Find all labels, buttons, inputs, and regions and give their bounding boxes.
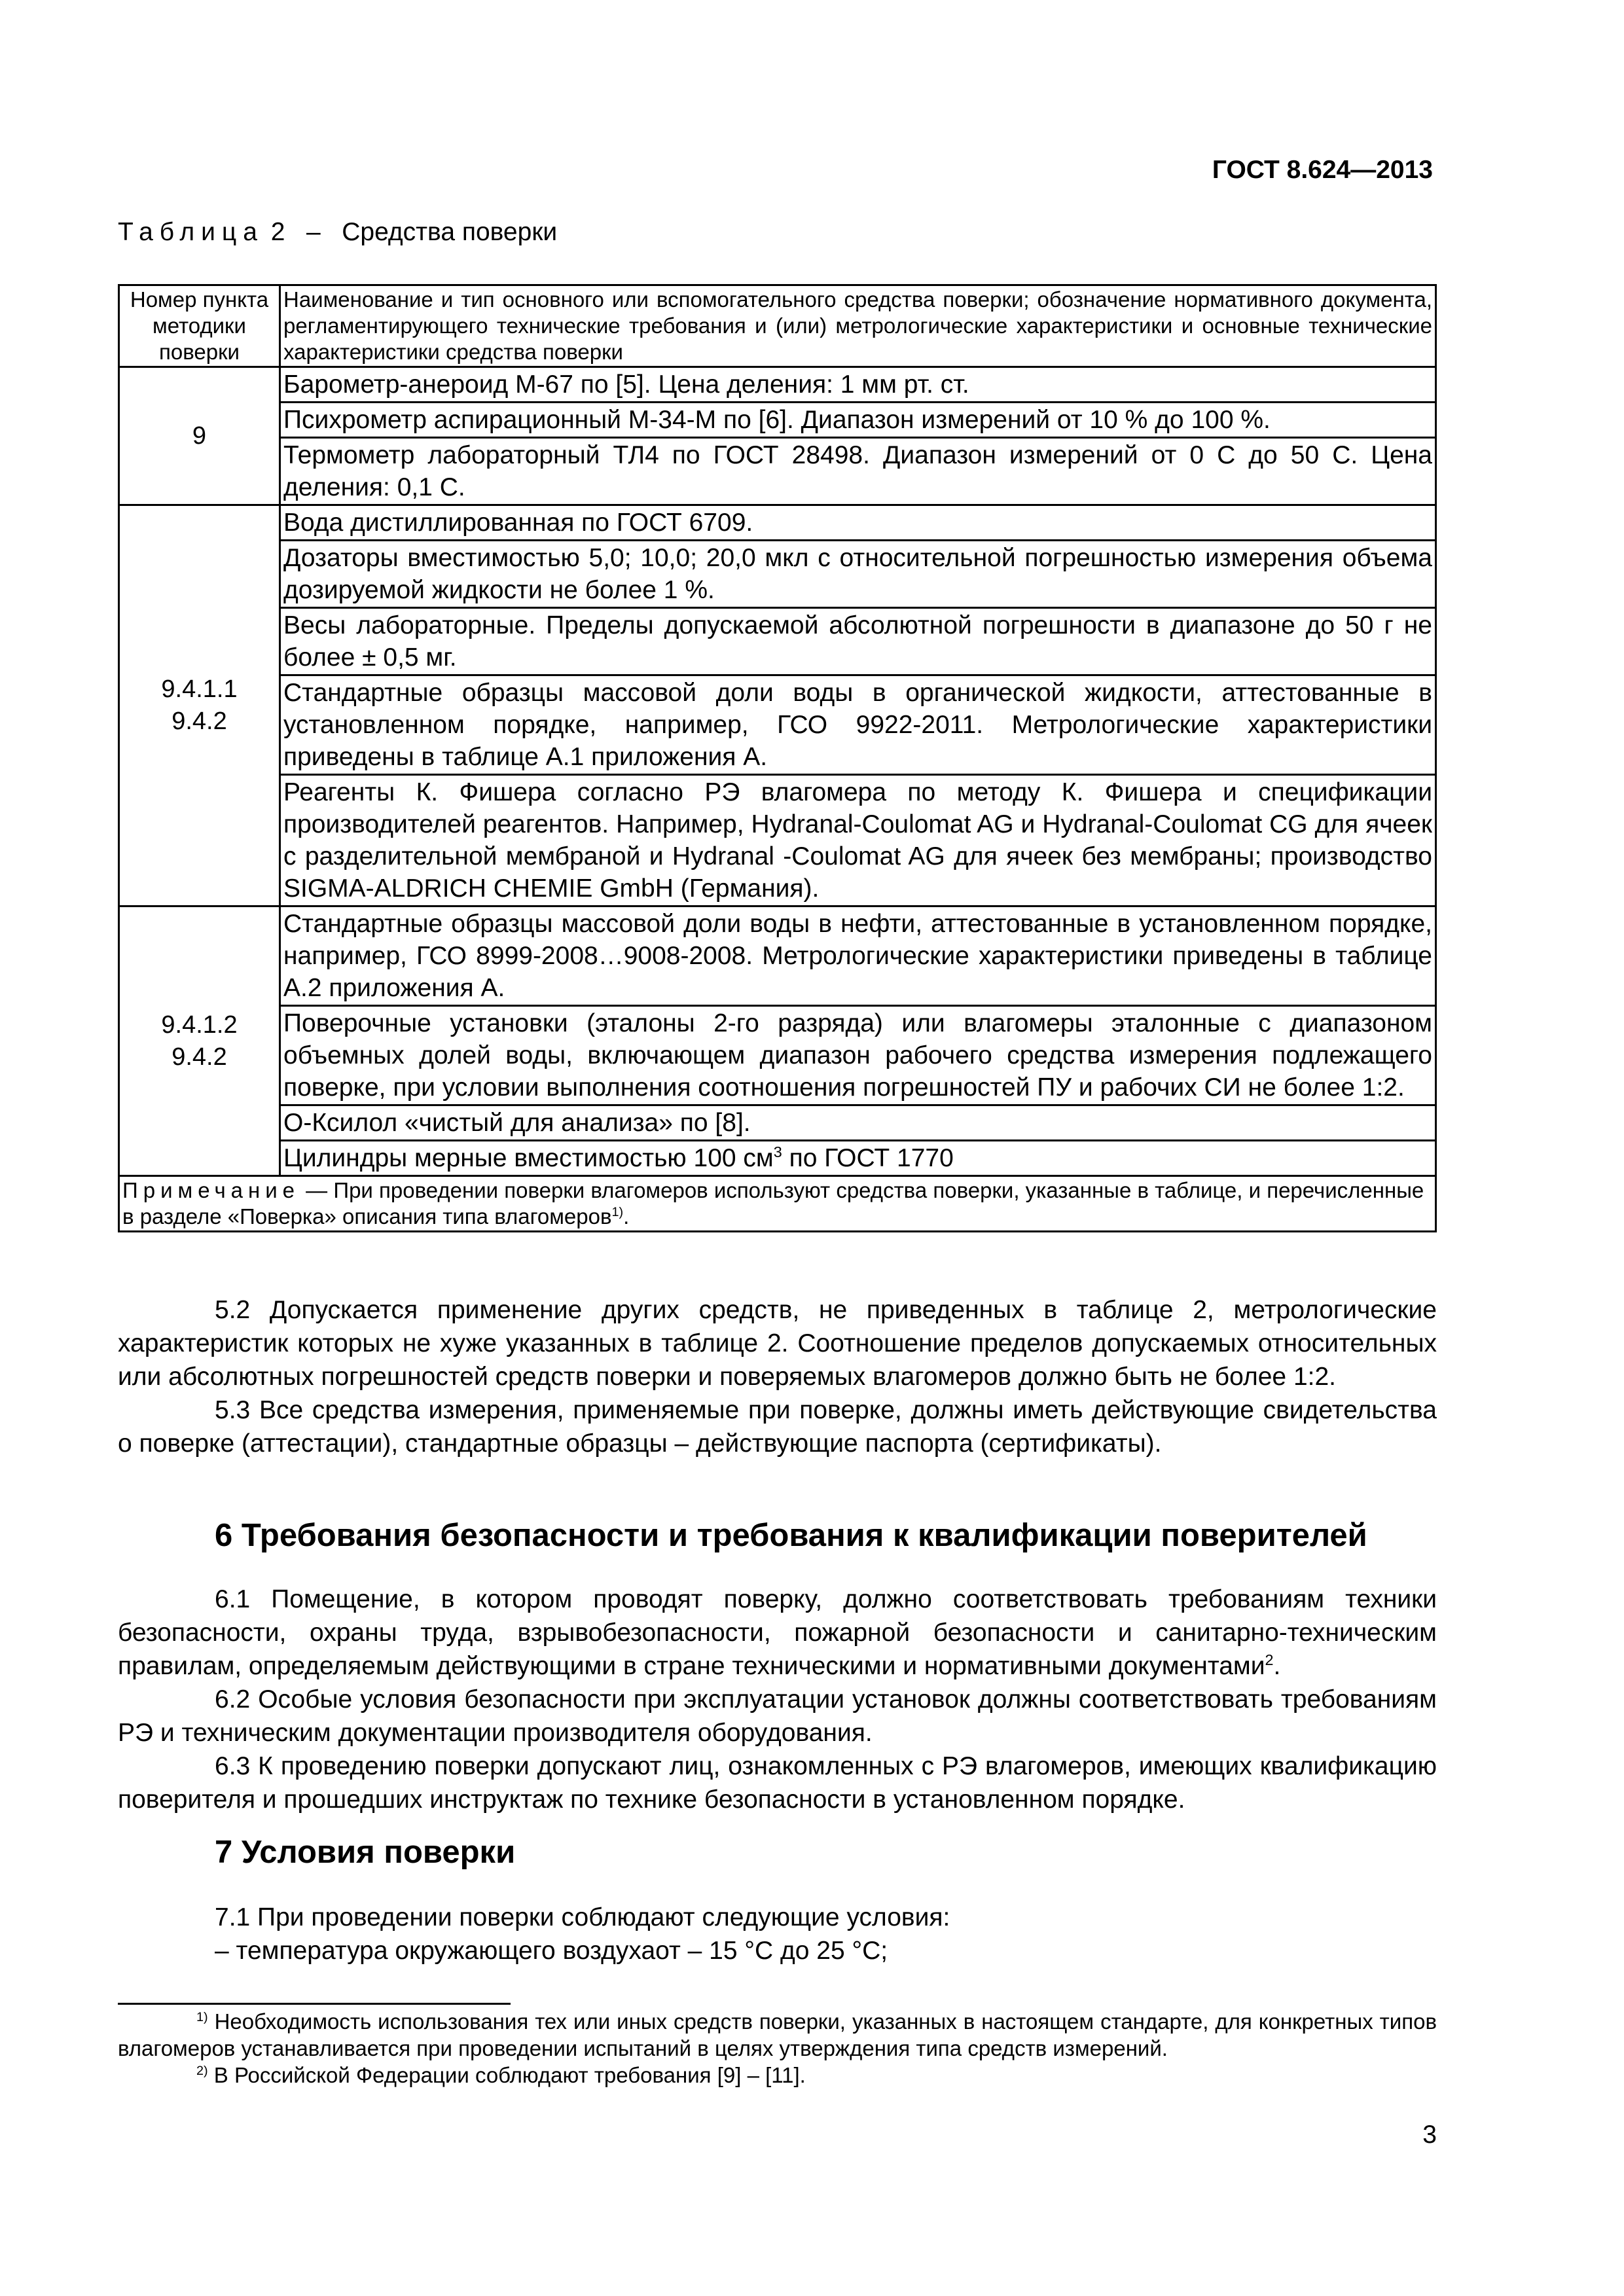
table-cell: Дозаторы вместимостью 5,0; 10,0; 20,0 мкл с относительной погрешностью измерения объема дозируемой жидкости не более 1 %. (280, 541, 1436, 608)
footnote-separator (118, 2003, 511, 2005)
paragraph-6-1: 6.1 Помещение, в котором проводят поверку, должно соответствовать требованиям техники безопасности, охраны труда, взрывобезопасности, пожарной безопасности и санитарно-техническим правилам, определяемым действующими в стране техническими и нормативными документами$^2$. (118, 1585, 1437, 1680)
section-5-continuation (118, 1293, 1437, 1460)
footnote-1: $^{1)}$ Необходимость использования тех или иных средств поверки, указанных в настоящем стандарте, для конкретных типов влагомеров устанавливается при проведении испытаний в целях утверждения типа средств измерений. (118, 2009, 1437, 2060)
table-row (119, 675, 1436, 775)
table-caption-title: Средства поверки (342, 218, 558, 246)
section-6-body (118, 1583, 1437, 1816)
table-cell: Поверочные установки (эталоны 2-го разряда) или влагомеры эталонные с диапазоном объемных долей воды, включающем диапазон рабочего средства измерения подлежащего поверке, при условии выполнения соотношения погрешностей ПУ и рабочих СИ не более 1:2. (280, 1006, 1436, 1105)
table-cell: Стандартные образцы массовой доли воды в нефти, аттестованные в установленном порядке, например, ГСО 8999-2008…9008-2008. Метрологические характеристики приведены в таблице А.2 приложения А. (280, 906, 1436, 1006)
table-clause-number: 9.4.1.2 9.4.2 (119, 906, 280, 1176)
table-cell: Барометр-анероид М-67 по [5]. Цена деления: 1 мм рт. ст. (280, 367, 1436, 403)
superscript: 3 (773, 1143, 782, 1160)
table-row (119, 505, 1436, 541)
table-caption-number: 2 (270, 218, 285, 246)
table-cell (280, 1141, 1436, 1176)
section-7-title: 7 Условия поверки (215, 1835, 516, 1870)
note-footnote-ref: 1) (611, 1205, 624, 1219)
table-row (119, 775, 1436, 906)
table-note-row (119, 1176, 1436, 1232)
verification-means-table (118, 284, 1437, 1232)
footnote-mark: 1) (196, 2010, 208, 2024)
table-cell: Весы лабораторные. Пределы допускаемой абсолютной погрешности в диапазоне до 50 г не более ± 0,5 мг. (280, 608, 1436, 675)
note-label: Примечание (122, 1178, 300, 1202)
section-7-body (118, 1901, 1437, 1967)
paragraph-6-3: 6.3 К проведению поверки допускают лиц, ознакомленных с РЭ влагомеров, имеющих квалификацию поверителя и прошедших инструктаж по технике безопасности в установленном порядке. (118, 1752, 1437, 1814)
footnote-mark: 2) (196, 2064, 208, 2078)
footnotes (118, 2008, 1437, 2089)
cell-text: Цилиндры мерные вместимостью 100 см (283, 1144, 774, 1172)
paragraph-5-2: 5.2 Допускается применение других средств, не приведенных в таблице 2, метрологические характеристик которых не хуже указанных в таблице 2. Соотношение пределов допускаемых относительных или абсолютных погрешностей средств поверки и поверяемых влагомеров должно быть не более 1:2. (118, 1296, 1437, 1391)
table-row (119, 541, 1436, 608)
table-cell: Стандартные образцы массовой доли воды в органической жидкости, аттестованные в установленном порядке, например, ГСО 9922-2011. Метрологические характеристики приведены в таблице А.1 приложения А. (280, 675, 1436, 775)
table-cell: Термометр лабораторный ТЛ4 по ГОСТ 28498. Диапазон измерений от 0 С до 50 С. Цена деления: 0,1 С. (280, 438, 1436, 505)
table-caption (118, 218, 557, 247)
cell-text-tail: по ГОСТ 1770 (782, 1144, 954, 1172)
table-row (119, 438, 1436, 505)
paragraph-7-1: 7.1 При проведении поверки соблюдают следующие условия: (215, 1903, 950, 1931)
table-note: Примечание — При проведении поверки влагомеров используют средства поверки, указанные в таблице, и перечисленные в разделе «Поверка» описания типа влагомеров$^{1)}$. (119, 1176, 1436, 1232)
table-caption-dash: – (306, 218, 321, 246)
table-cell: Реагенты К. Фишера согласно РЭ влагомера по методу К. Фишера и спецификации производителей реагентов. Например, Hydranal-Coulomat AG и Hydranal-Coulomat CG для ячеек с разделительной мембраной и Hydranal -Coulomat AG для ячеек без мембраны; производство SIGMA-ALDRICH CHEMIE GmbH (Германия). (280, 775, 1436, 906)
paragraph-5-3: 5.3 Все средства измерения, применяемые при поверке, должны иметь действующие свидетельства о поверке (аттестации), стандартные образцы – действующие паспорта (сертификаты). (118, 1396, 1437, 1458)
table-row (119, 1105, 1436, 1141)
table-clause-number: 9 (119, 367, 280, 505)
table-header-row (119, 285, 1436, 367)
table-row (119, 367, 1436, 403)
page-number: 3 (1422, 2121, 1437, 2149)
footnote-ref: 2 (1265, 1651, 1274, 1668)
table-row (119, 1006, 1436, 1105)
document-header-id: ГОСТ 8.624—2013 (1212, 156, 1433, 184)
table-row (119, 1141, 1436, 1176)
section-6-title: 6 Требования безопасности и требования к квалификации поверителей (215, 1518, 1367, 1553)
table-caption-prefix: Таблица (118, 218, 264, 246)
footnote-2: $^{2)}$ В Российской Федерации соблюдают требования [9] – [11]. (196, 2063, 806, 2087)
table-cell: О-Ксилол «чистый для анализа» по [8]. (280, 1105, 1436, 1141)
table-row (119, 403, 1436, 438)
table-header-col1: Номер пункта методики поверки (119, 285, 280, 367)
table-header-col2: Наименование и тип основного или вспомогательного средства поверки; обозначение нормативного документа, регламентирующего технические требования и (или) метрологические характеристики и основные технические характеристики средства поверки (280, 285, 1436, 367)
table-cell: Вода дистиллированная по ГОСТ 6709. (280, 505, 1436, 541)
note-text: — При проведении поверки влагомеров используют средства поверки, указанные в таблице, и перечисленные в разделе «Поверка» описания типа влагомеров (122, 1178, 1424, 1229)
table-cell: Психрометр аспирационный М-34-М по [6]. Диапазон измерений от 10 % до 100 %. (280, 403, 1436, 438)
paragraph-6-2: 6.2 Особые условия безопасности при эксплуатации установок должны соответствовать требованиям РЭ и техническим документации производителя оборудования. (118, 1685, 1437, 1747)
table-row (119, 608, 1436, 675)
paragraph-7-1-item: – температура окружающего воздухаот – 15 °С до 25 °С; (215, 1937, 888, 1965)
table-clause-number: 9.4.1.1 9.4.2 (119, 505, 280, 906)
table-row (119, 906, 1436, 1006)
